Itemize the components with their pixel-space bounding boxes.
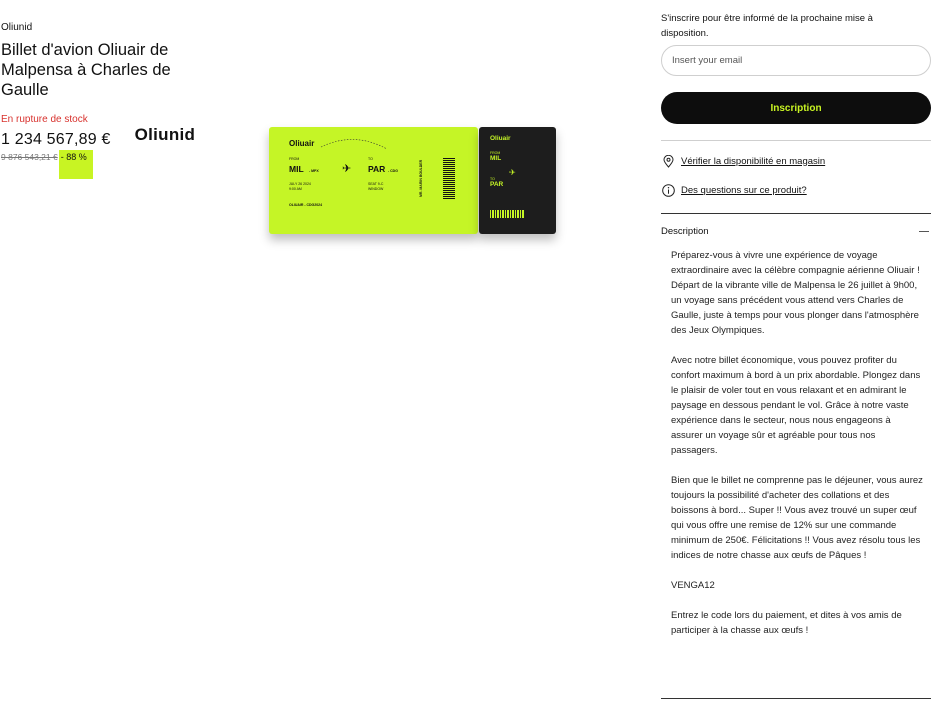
location-pin-icon <box>661 154 675 168</box>
ticket-to-code: PAR <box>368 164 386 174</box>
ticket-main <box>269 127 478 234</box>
brand-logo[interactable]: Oliunid <box>134 125 196 144</box>
questions-label[interactable]: Des questions sur ce produit? <box>681 184 807 196</box>
purchase-panel <box>661 11 931 653</box>
stub-to-label: TO <box>490 177 495 181</box>
divider <box>661 140 931 141</box>
questions-link[interactable] <box>661 183 931 197</box>
ticket-to-label: TO <box>368 157 373 161</box>
collapse-minus-icon[interactable] <box>919 231 929 232</box>
bottom-divider <box>661 698 931 699</box>
subscribe-button[interactable]: Inscription <box>661 92 931 124</box>
ticket-to-sub: - CDG <box>388 169 398 173</box>
description-paragraph: Préparez-vous à vivre une expérience de voyage extraordinaire avec la célèbre compagnie aérienne Oliuair ! Départ de la vibrante ville de Malpensa le 26 juillet à 9h00, un voyage sans précédent vous attend vers Charles de Gaulle, juste à temps pour vous plonger dans l'atmosphère des Jeux Olympiques. <box>671 250 920 336</box>
email-input[interactable] <box>661 45 931 76</box>
ticket-from-code: MIL <box>289 164 304 174</box>
notify-text: S'inscrire pour être informé de la prochaine mise à disposition. <box>661 13 873 39</box>
flight-arc-icon <box>319 135 389 155</box>
old-price: 9 876 543,21 € <box>1 152 58 162</box>
ticket-seat-type: WINDOW <box>368 187 384 191</box>
old-price-row <box>1 150 231 179</box>
ticket-brand: Oliuair <box>289 139 315 148</box>
description-paragraph: Bien que le billet ne comprenne pas le déjeuner, vous aurez toujours la possibilité d'acheter des collations et des boissons à bord... Super !! Vous avez trouvé un super œuf qui vous offre une remise de 12% sur une commande minimum de 250€. Félicitations !! Vous avez résolu tous les indices de notre chasse aux œufs de Pâques ! <box>671 475 923 561</box>
stub-from-code: MIL <box>490 155 502 162</box>
stub-to-code: PAR <box>490 181 504 188</box>
ticket-date: JULY 26 2024 <box>289 182 311 186</box>
stub-barcode <box>490 210 524 218</box>
ticket-passenger: MR. MARIN BOULDER <box>419 159 423 197</box>
stub-from-label: FROM <box>490 151 501 155</box>
description-toggle[interactable] <box>661 226 931 237</box>
discount-badge: - 88 % <box>59 150 93 179</box>
promo-code: VENGA12 <box>671 580 715 591</box>
description-body <box>661 248 923 638</box>
current-price: 1 234 567,89 € <box>1 131 111 148</box>
store-availability-link[interactable] <box>661 154 931 168</box>
store-availability-label[interactable]: Vérifier la disponibilité en magasin <box>681 155 826 167</box>
ticket-seat: SEAT 9-C <box>368 182 384 186</box>
price-row <box>1 125 231 149</box>
airplane-icon: ✈ <box>342 163 352 175</box>
vertical-barcode <box>443 157 455 199</box>
ticket-from-label: FROM <box>289 157 300 161</box>
description-divider <box>661 213 931 214</box>
description-heading: Description <box>661 226 709 237</box>
ticket-stub <box>479 127 556 234</box>
product-image[interactable] <box>245 11 581 346</box>
ticket-time: 9:00 AM <box>289 187 302 191</box>
ticket-flight: OLIUAIR - CDG2024 <box>289 203 323 207</box>
info-icon <box>661 183 675 197</box>
stub-brand: Oliuair <box>490 135 511 142</box>
product-title: Billet d'avion Oliuair de Malpensa à Charles de Gaulle <box>1 41 171 99</box>
stub-airplane-icon: ✈ <box>509 168 516 177</box>
stock-status: En rupture de stock <box>1 114 88 125</box>
ticket-from-sub: - MPX <box>309 169 319 173</box>
description-paragraph: Avec notre billet économique, vous pouvez profiter du confort maximum à bord à un prix abordable. Plongez dans le plaisir de voler tout en vous relaxant et en admirant le paysage en dessous pendant le vol. Grâce à notre vaste expérience dans le secteur, nous nous engageons à assurer un voyage sûr et agréable pour tous nos passagers. <box>671 355 921 456</box>
brand-name[interactable]: Oliunid <box>1 22 33 33</box>
description-paragraph: Entrez le code lors du paiement, et dites à vos amis de participer à la chasse aux œufs ! <box>671 610 902 636</box>
product-info <box>1 22 231 179</box>
